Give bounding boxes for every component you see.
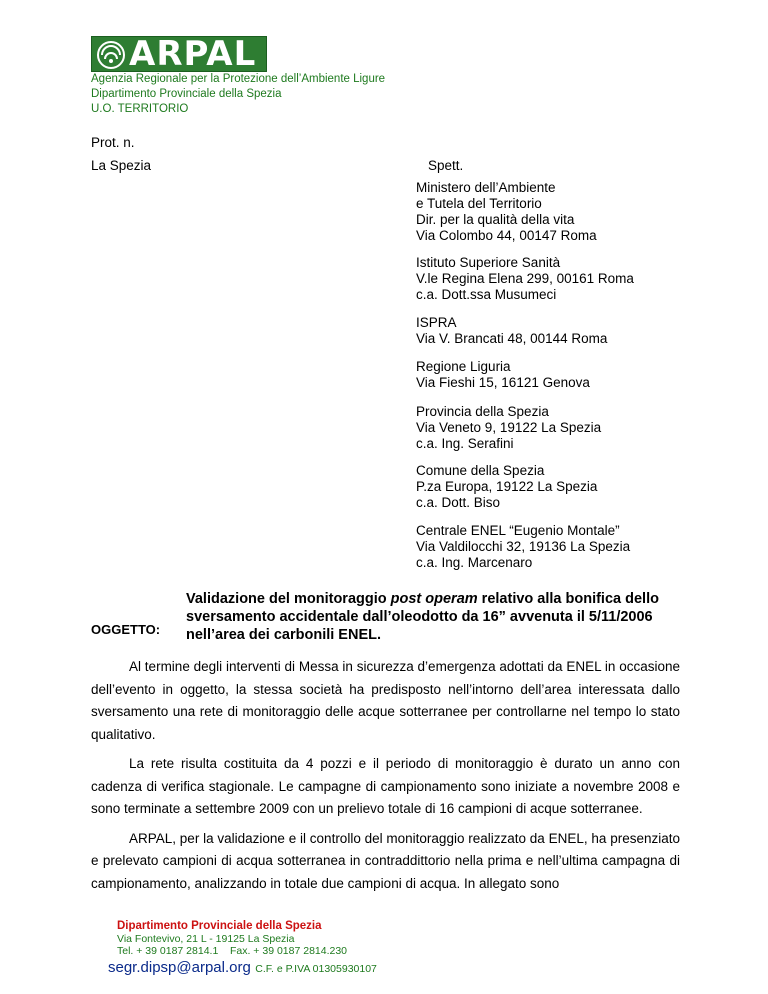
recipient-block xyxy=(416,180,597,244)
paragraph: La rete risulta costituita da 4 pozzi e il periodo di monitoraggio è durato un anno con cadenza di verifica stagionale. Le campagne di campionamento sono iniziate a novembre 2008 e sono terminate a settembre 2009 con un prelievo totale di 16 campioni di acque sotterranee. xyxy=(91,756,680,816)
logo-text: ARPAL xyxy=(129,34,257,74)
recipient-line: Via Veneto 9, 19122 La Spezia xyxy=(416,420,602,435)
arpal-emblem-icon xyxy=(96,40,126,70)
unit-name: U.O. TERRITORIO xyxy=(91,103,189,115)
recipient-line: ISPRA xyxy=(416,315,457,330)
recipient-line: Istituto Superiore Sanità xyxy=(416,255,561,270)
subject-italic: post operam xyxy=(390,591,478,607)
paragraph: ARPAL, per la validazione e il controllo del monitoraggio realizzato da ENEL, ha presenziato e prelevato campioni di acqua sotterranea in contraddittorio nella prima e nell’ultima campagna di campionamento, analizzando in totale due campioni di acqua. In allegato sono xyxy=(91,830,680,891)
department-name: Dipartimento Provinciale della Spezia xyxy=(91,88,282,100)
arpal-logo xyxy=(91,36,267,72)
recipient-line: e Tutela del Territorio xyxy=(416,196,542,211)
letter-body xyxy=(91,656,680,895)
subject-line-3: nell’area dei carbonili ENEL. xyxy=(186,627,382,643)
recipient-line: Provincia della Spezia xyxy=(416,404,549,419)
recipient-block xyxy=(416,463,597,511)
recipient-block xyxy=(416,255,634,303)
footer-address: Via Fontevivo, 21 L - 19125 La Spezia xyxy=(117,933,295,945)
recipient-line: Via Colombo 44, 00147 Roma xyxy=(416,228,597,243)
recipient-line: Regione Liguria xyxy=(416,359,511,374)
subject-text xyxy=(186,590,681,644)
recipient-line: c.a. Ing. Serafini xyxy=(416,436,514,451)
recipient-line: c.a. Dott.ssa Musumeci xyxy=(416,287,557,302)
recipient-block xyxy=(416,404,601,452)
footer-title: Dipartimento Provinciale della Spezia xyxy=(117,920,322,932)
subject-text-part: relativo alla bonifica dello xyxy=(477,591,659,607)
paragraph: Al termine degli interventi di Messa in sicurezza d’emergenza adottati da ENEL in occasione dell’evento in oggetto, la stessa società ha predisposto nell’intorno dell’area interessata dallo sversamento una rete di monitoraggio delle acque sotterranee per controllarne nel tempo lo stato qualitativo. xyxy=(91,659,680,742)
recipient-line: Comune della Spezia xyxy=(416,463,545,478)
footer-tel: Tel. + 39 0187 2814.1 xyxy=(117,945,219,957)
recipient-block xyxy=(416,315,607,347)
footer-phone xyxy=(117,945,347,957)
recipient-line: Via V. Brancati 48, 00144 Roma xyxy=(416,331,608,346)
recipient-line: Via Fieshi 15, 16121 Genova xyxy=(416,375,590,390)
recipient-line: V.le Regina Elena 299, 00161 Roma xyxy=(416,271,634,286)
agency-name: Agenzia Regionale per la Protezione dell’Ambiente Ligure xyxy=(91,73,386,85)
recipient-line: c.a. Dott. Biso xyxy=(416,495,501,510)
recipient-line: Via Valdilocchi 32, 19136 La Spezia xyxy=(416,539,631,554)
footer-vat: C.F. e P.IVA 01305930107 xyxy=(255,963,377,975)
recipient-line: c.a. Ing. Marcenaro xyxy=(416,555,533,570)
recipient-block xyxy=(416,359,590,391)
subject-label: OGGETTO: xyxy=(91,622,161,637)
recipient-line: Ministero dell’Ambiente xyxy=(416,180,556,195)
salutation: Spett. xyxy=(428,158,464,173)
footer-fax: Fax. + 39 0187 2814.230 xyxy=(229,945,348,957)
footer xyxy=(117,919,347,957)
recipient-line: Centrale ENEL “Eugenio Montale” xyxy=(416,523,620,538)
place: La Spezia xyxy=(91,158,152,173)
recipient-line: P.za Europa, 19122 La Spezia xyxy=(416,479,598,494)
footer-contact xyxy=(108,959,377,977)
recipient-block xyxy=(416,523,630,571)
subject-text-part: Validazione del monitoraggio xyxy=(186,591,391,607)
footer-email[interactable]: segr.dipsp@arpal.org xyxy=(108,959,251,976)
subject-line-2: sversamento accidentale dall’oleodotto da 16” avvenuta il 5/11/2006 xyxy=(186,609,653,625)
recipient-line: Dir. per la qualità della vita xyxy=(416,212,575,227)
subject-line-1 xyxy=(186,590,681,608)
protocol-number: Prot. n. xyxy=(91,135,135,150)
